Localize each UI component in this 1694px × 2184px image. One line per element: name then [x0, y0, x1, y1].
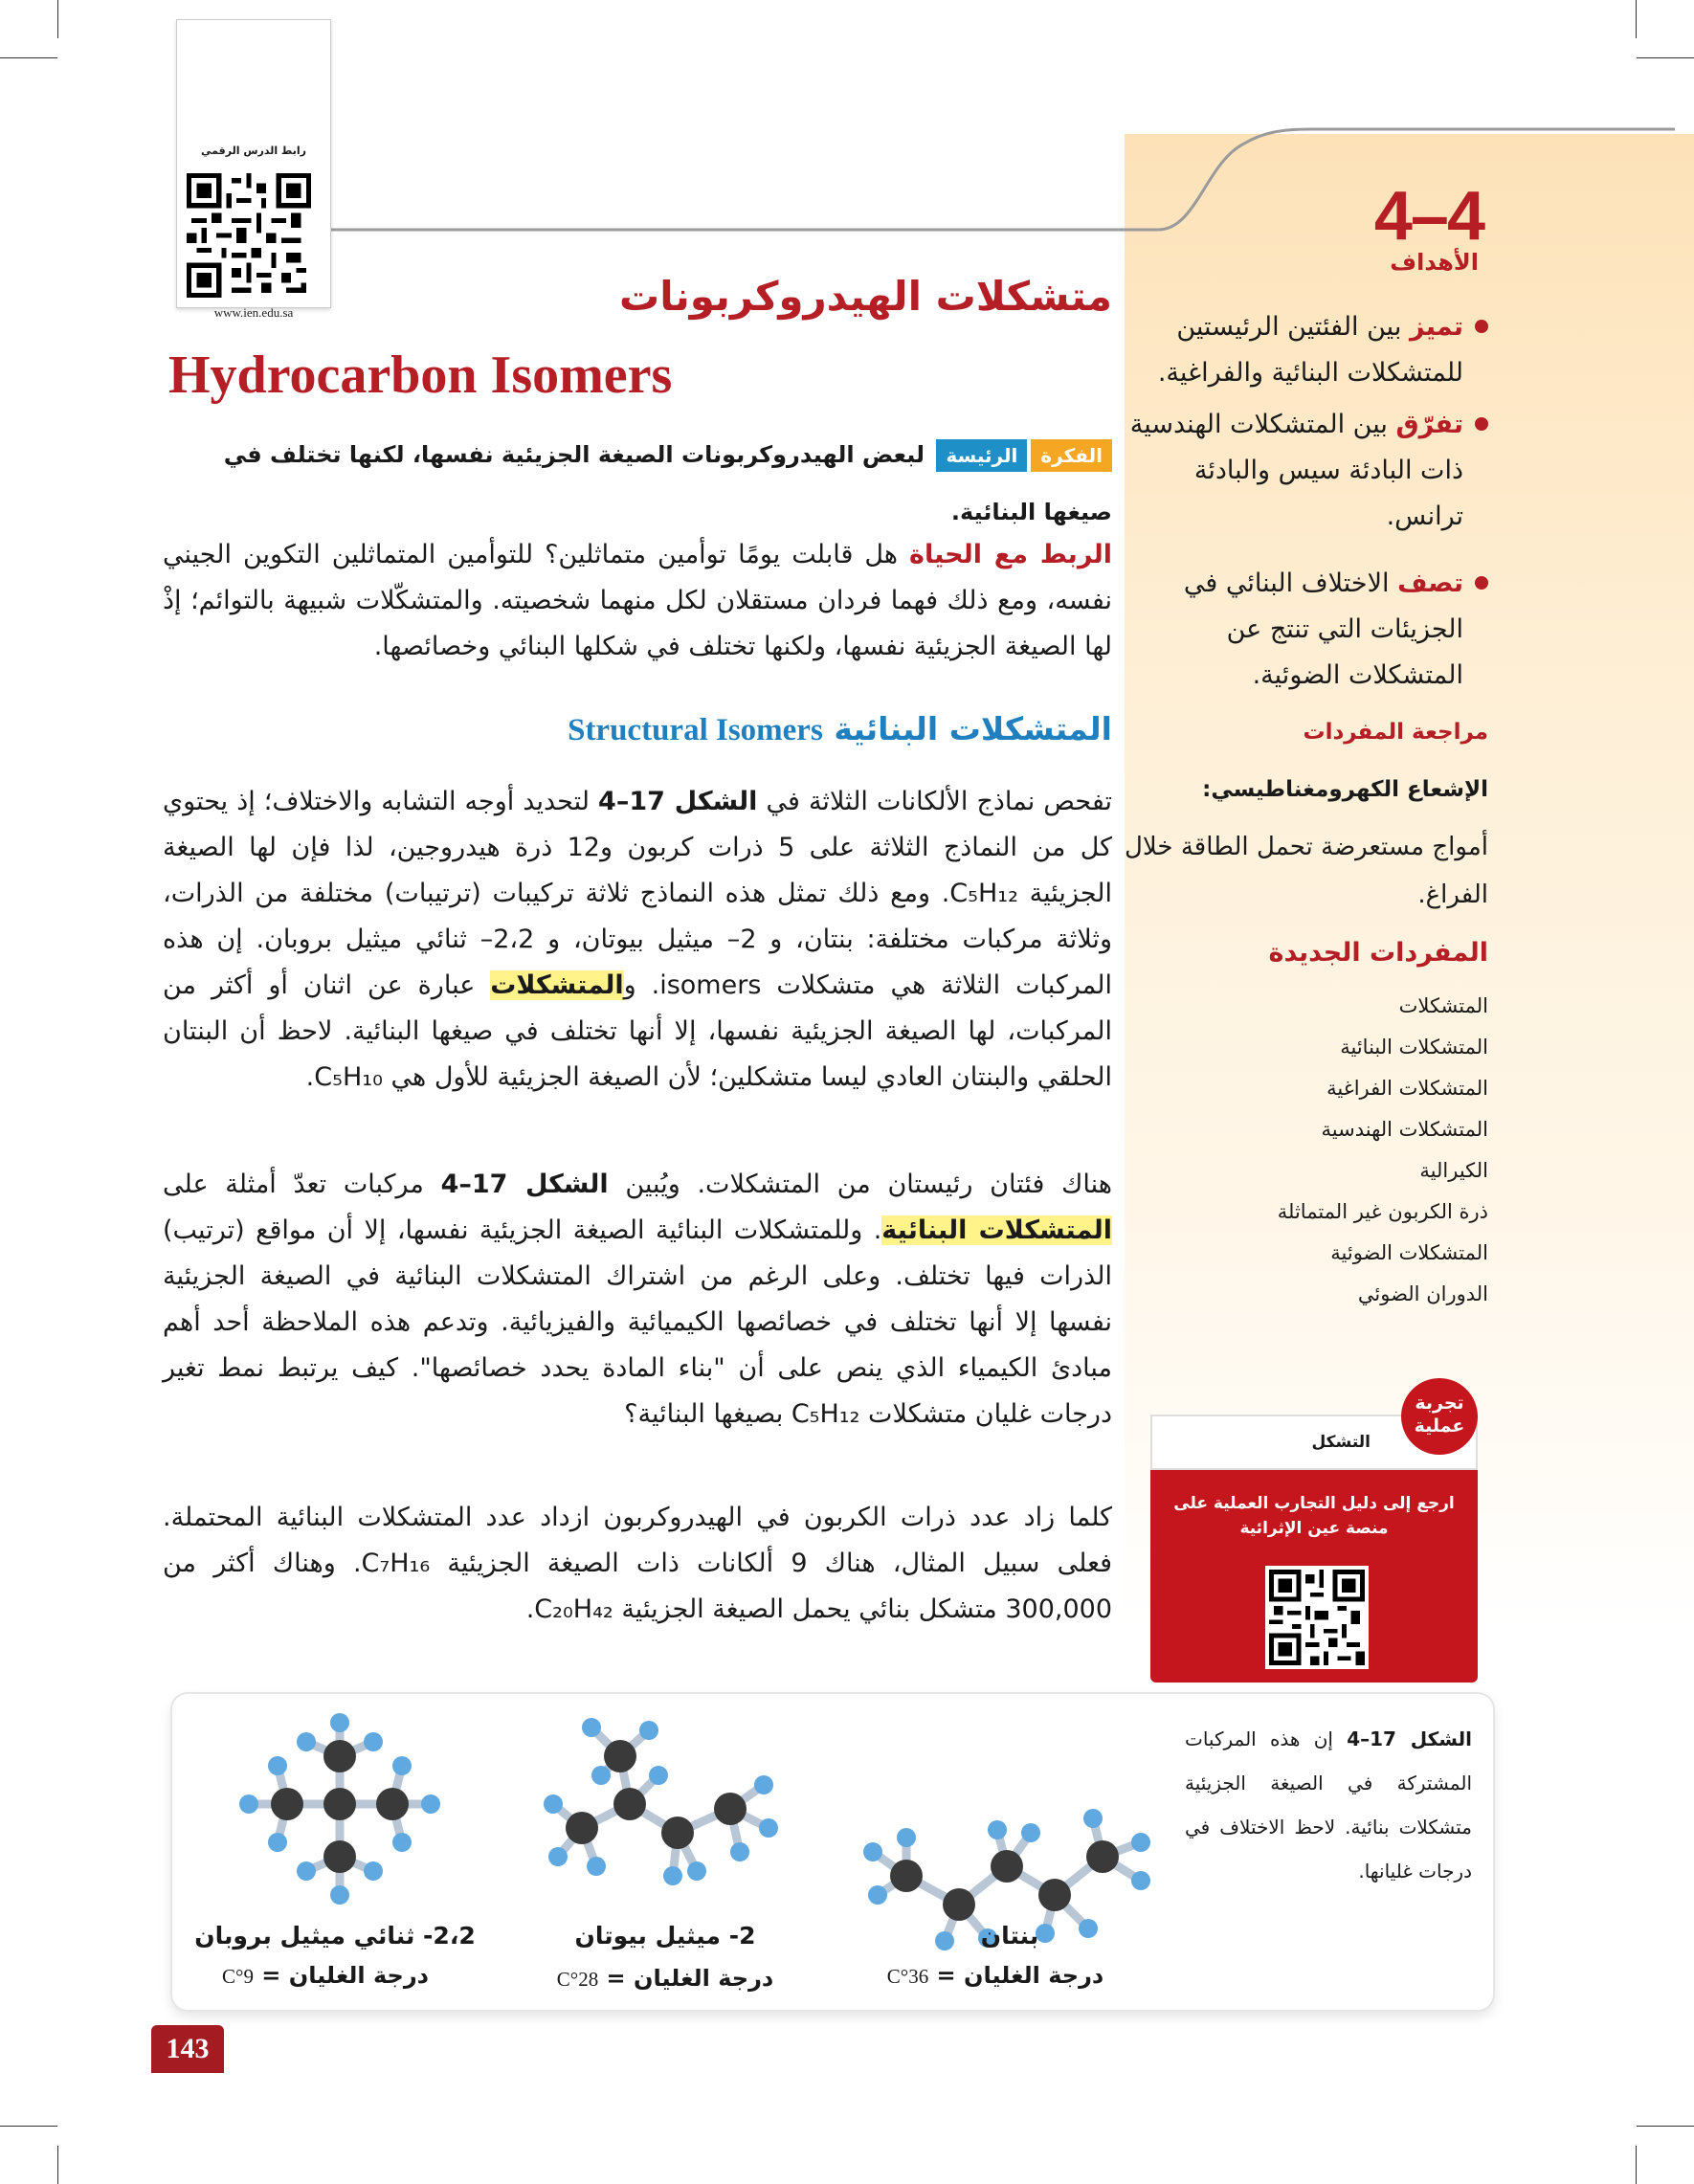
- objective-text: بين الفئتين الرئيستين للمتشكلات البنائية والفراغية.: [1157, 312, 1463, 388]
- paragraph-text: هناك فئتان رئيستان من المتشكلات. ويُبين: [608, 1170, 1112, 1199]
- objective-verb: تفرّق: [1395, 410, 1463, 439]
- objective-item: [1119, 304, 1488, 396]
- 2-2-dimethylpropane-model: [211, 1704, 469, 1924]
- section-title-arabic: المتشكلات البنائية: [834, 710, 1112, 747]
- objectives-heading: الأهداف: [1390, 249, 1479, 276]
- review-vocabulary-heading: مراجعة المفردات: [1303, 720, 1488, 745]
- 2-methylbutane-boiling-point: [522, 1965, 809, 1992]
- main-idea-tag: الفكرة: [1031, 439, 1112, 472]
- boiling-point-value: 36°C: [886, 1965, 929, 1988]
- crop-mark: [0, 2126, 57, 2127]
- section-title-english: Structural Isomers: [568, 713, 823, 747]
- 2-2-dimethylpropane-name: 2،2- ثنائي ميثيل بروبان: [194, 1922, 476, 1950]
- new-vocabulary-list: [1144, 986, 1488, 1315]
- qr-caption: رابط الدرس الرقمي: [201, 145, 306, 157]
- vocab-item: الدوران الضوئي: [1357, 1282, 1488, 1305]
- key-term-structural-isomers: المتشكلات البنائية: [881, 1215, 1112, 1245]
- qr-code-icon[interactable]: [187, 173, 311, 298]
- crop-mark: [0, 57, 57, 58]
- real-world-paragraph: [163, 532, 1112, 670]
- vocab-item: المتشكلات البنائية: [1340, 1036, 1488, 1059]
- qr-url[interactable]: www.ien.edu.sa: [213, 305, 294, 320]
- lab-badge: تجربة عملية: [1401, 1378, 1478, 1455]
- main-idea-tag-2: الرئيسة: [936, 439, 1027, 472]
- pentane-name: بنتان: [980, 1922, 1039, 1950]
- crop-mark: [1637, 2126, 1694, 2127]
- figure-caption-text: إن هذه المركبات المشتركة في الصيغة الجزيئية متشكلات بنائية. لاحظ الاختلاف في درجات غليانها.: [1185, 1727, 1472, 1883]
- figure-17-4: [172, 1694, 1493, 2010]
- boiling-point-label: درجة الغليان =: [936, 1962, 1104, 1989]
- section-heading: [568, 710, 1112, 748]
- paragraph-2: [163, 1162, 1112, 1437]
- crop-mark: [57, 0, 58, 38]
- paragraph-3: كلما زاد عدد ذرات الكربون في الهيدروكربون ازداد عدد المتشكلات البنائية المحتملة. فعلى سبيل المثال، هناك 9 ألكانات ذات الصيغة الجزيئية C₇H₁₆. وهناك أكثر من 300,000 متشكل بنائي يحمل الصيغة الجزيئية C₂₀H₄₂.: [163, 1503, 1113, 1624]
- lab-instructions: ارجع إلى دليل التجارب العملية على منصة عين الإثرائية: [1173, 1494, 1455, 1538]
- 2-2-dimethylpropane-boiling-point: [191, 1962, 459, 1989]
- lab-title: التشكل: [1311, 1433, 1371, 1452]
- pentane-boiling-point: [871, 1962, 1120, 1989]
- paragraph-text: لتحديد أوجه التشابه والاختلاف؛ إذ يحتوي كل من النماذج الثلاثة على 5 ذرات كربون و12 ذرة هيدروجين، لذا فإن لها الصيغة الجزيئية C₅H₁₂. ومع ذلك تمثل هذه النماذج ثلاثة تركيبات (ترتيبات) مختلفة من الذرات، وثلاثة مركبات مختلفة: بنتان، و 2– ميثيل بيوتان، و 2،2– ثنائي ميثيل بروبان. إن هذه المركبات الثلاثة هي متشكلات isomers. و: [163, 787, 1112, 1000]
- objective-text: الاختلاف البنائي في الجزيئات التي تنتج عن المتشكلات الضوئية.: [1183, 568, 1463, 690]
- crop-mark: [57, 2146, 58, 2184]
- practical-lab-box[interactable]: [1150, 1393, 1478, 1683]
- vocab-item: المتشكلات الفراغية: [1326, 1077, 1488, 1100]
- lesson-title-english: Hydrocarbon Isomers: [168, 345, 673, 405]
- paragraph-text: مركبات تعدّ أمثلة على: [163, 1170, 441, 1199]
- page-number: 143: [151, 2025, 224, 2073]
- objective-verb: تصف: [1397, 568, 1463, 598]
- review-vocabulary-term: الإشعاع الكهرومغناطيسي:: [1202, 777, 1488, 802]
- lesson-number: 4–4: [1373, 178, 1483, 255]
- key-term-isomers: المتشكلات: [490, 970, 624, 1000]
- paragraph-1: [163, 779, 1112, 1101]
- boiling-point-value: 28°C: [556, 1968, 599, 1991]
- 2-methylbutane-model: [524, 1704, 812, 1924]
- lab-qr-code-icon[interactable]: [1265, 1566, 1369, 1669]
- 2-methylbutane-name: 2- ميثيل بيوتان: [574, 1922, 756, 1950]
- crop-mark: [1637, 57, 1694, 58]
- main-idea: [163, 426, 1112, 541]
- crop-mark: [1636, 0, 1637, 38]
- paragraph-text: . وللمتشكلات البنائية الصيغة الجزيئية نفسها، إلا أن مواقع (ترتيب) الذرات فيها تختلف. وعلى الرغم من اشتراك المتشكلات البنائية في الصيغة الجزيئية نفسها إلا أنها تختلف في خصائصها الكيميائية والفيزيائية. وتدعم هذه الملاحظة أحد أهم مبادئ الكيمياء الذي ينص على أن "بناء المادة يحدد خصائصها". كيف يرتبط نمط تغير درجات غليان متشكلات C₅H₁₂ بصيغها البنائية؟: [163, 1215, 1112, 1429]
- real-world-lead: الربط مع الحياة: [909, 540, 1113, 569]
- paragraph-text: تفحص نماذج الألكانات الثلاثة في: [757, 787, 1112, 816]
- new-vocabulary-heading: المفردات الجديدة: [1268, 938, 1488, 968]
- vocab-item: المتشكلات: [1398, 994, 1488, 1017]
- figure-reference: الشكل 17–4: [598, 787, 758, 816]
- crop-mark: [1636, 2146, 1637, 2184]
- boiling-point-label: درجة الغليان =: [606, 1965, 774, 1992]
- digital-lesson-qr-card[interactable]: [176, 19, 331, 320]
- objective-item: [1119, 561, 1488, 699]
- vocab-item: المتشكلات الهندسية: [1321, 1118, 1488, 1141]
- vocab-item: الكيرالية: [1419, 1159, 1488, 1182]
- main-idea-text: لبعض الهيدروكربونات الصيغة الجزيئية نفسها، لكنها تختلف في صيغها البنائية.: [223, 441, 1112, 525]
- vocab-item: المتشكلات الضوئية: [1330, 1241, 1488, 1264]
- review-vocabulary-definition: أمواج مستعرضة تحمل الطاقة خلال الفراغ.: [1125, 833, 1488, 909]
- vocab-item: ذرة الكربون غير المتماثلة: [1277, 1200, 1488, 1223]
- boiling-point-value: 9°C: [222, 1965, 254, 1988]
- figure-caption-label: الشكل 17–4: [1347, 1727, 1472, 1750]
- objective-verb: تميز: [1409, 312, 1463, 342]
- paragraph-text: عبارة عن اثنان أو أكثر من المركبات، لها الصيغة الجزيئية نفسها، إلا أنها تختلف في صيغها البنائية. لاحظ أن البنتان الحلقي والبنتان العادي ليسا متشكلين؛ لأن الصيغة الجزيئية للأول هي C₅H₁₀.: [163, 970, 1112, 1092]
- real-world-text: هل قابلت يومًا توأمين متماثلين؟ للتوأمين المتماثلين التكوين الجيني نفسه، ومع ذلك فهما فردان مستقلان لكل منهما شخصيته. والمتشكّلات شبيهة بالتوائم؛ إذْ لها الصيغة الجزيئية نفسها، ولكنها تختلف في شكلها البنائي وخصائصها.: [163, 540, 1112, 661]
- boiling-point-label: درجة الغليان =: [261, 1962, 429, 1989]
- figure-reference: الشكل 17–4: [440, 1170, 609, 1199]
- objective-text: بين المتشكلات الهندسية ذات البادئة سيس والبادئة ترانس.: [1129, 410, 1463, 531]
- figure-caption: [1185, 1717, 1472, 1893]
- lesson-title-arabic: متشكلات الهيدروكربونات: [618, 273, 1112, 320]
- objective-item: [1119, 402, 1488, 540]
